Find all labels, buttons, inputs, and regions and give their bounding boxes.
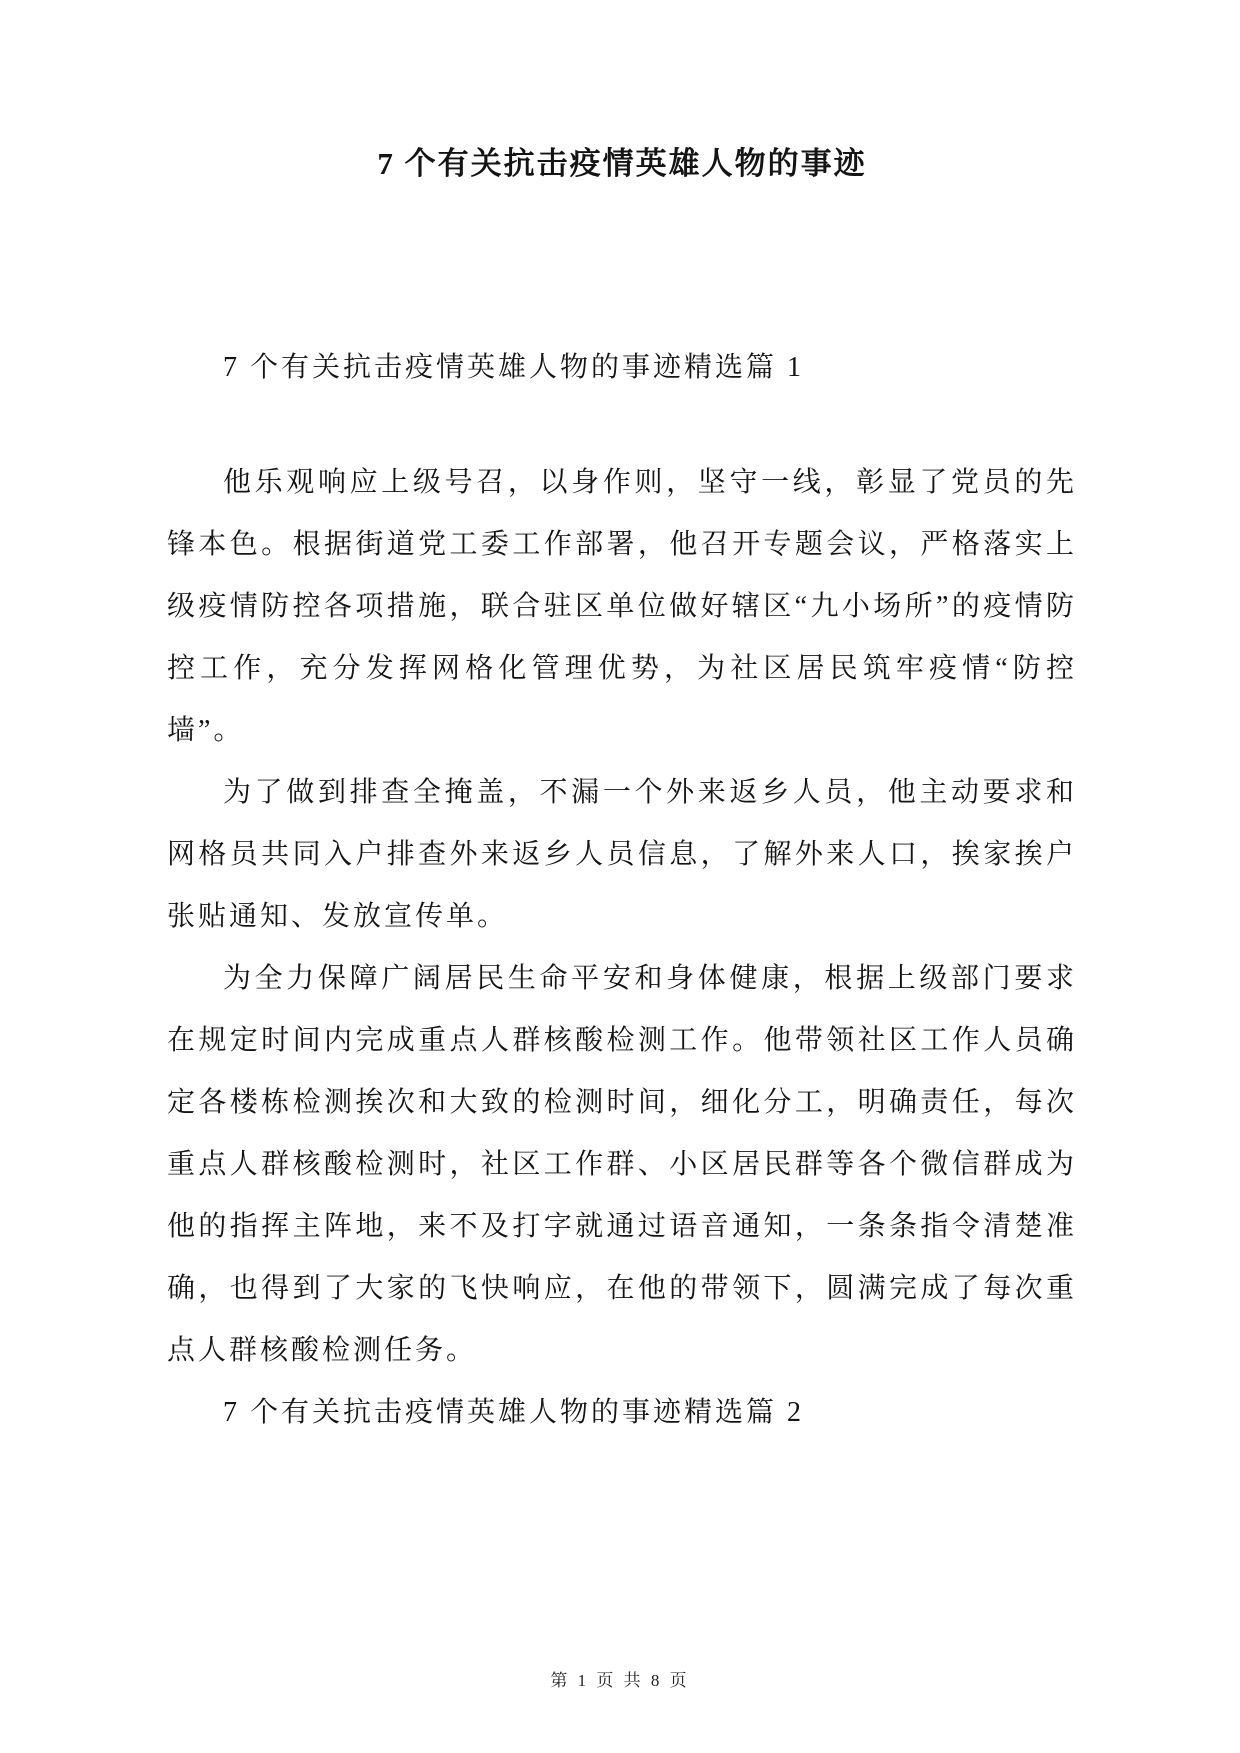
page-number-indicator: 第 1 页 共 8 页 <box>550 1671 690 1690</box>
section-1-heading: 7 个有关抗击疫情英雄人物的事迹精选篇 1 <box>223 352 805 383</box>
document-body <box>167 452 1077 1444</box>
section-2-heading: 7 个有关抗击疫情英雄人物的事迹精选篇 2 <box>223 1397 805 1428</box>
document-content <box>167 0 1077 1444</box>
body-paragraph: 他乐观响应上级号召，以身作则，坚守一线，彰显了党员的先锋本色。根据街道党工委工作部署，他召开专题会议，严格落实上级疫情防控各项措施，联合驻区单位做好辖区“九小场所”的疫情防控工作，充分发挥网格化管理优势，为社区居民筑牢疫情“防控墙”。 <box>167 467 1077 746</box>
document-title: 7 个有关抗击疫情英雄人物的事迹 <box>377 146 867 181</box>
body-paragraph: 为了做到排查全掩盖，不漏一个外来返乡人员，他主动要求和网格员共同入户排查外来返乡人员信息，了解外来人口，挨家挨户张贴通知、发放宣传单。 <box>167 777 1077 932</box>
body-paragraph: 为全力保障广阔居民生命平安和身体健康，根据上级部门要求在规定时间内完成重点人群核酸检测工作。他带领社区工作人员确定各楼栋检测挨次和大致的检测时间，细化分工，明确责任，每次重点人群核酸检测时，社区工作群、小区居民群等各个微信群成为他的指挥主阵地，来不及打字就通过语音通知，一条条指令清楚准确，也得到了大家的飞快响应，在他的带领下，圆满完成了每次重点人群核酸检测任务。 <box>167 963 1077 1366</box>
